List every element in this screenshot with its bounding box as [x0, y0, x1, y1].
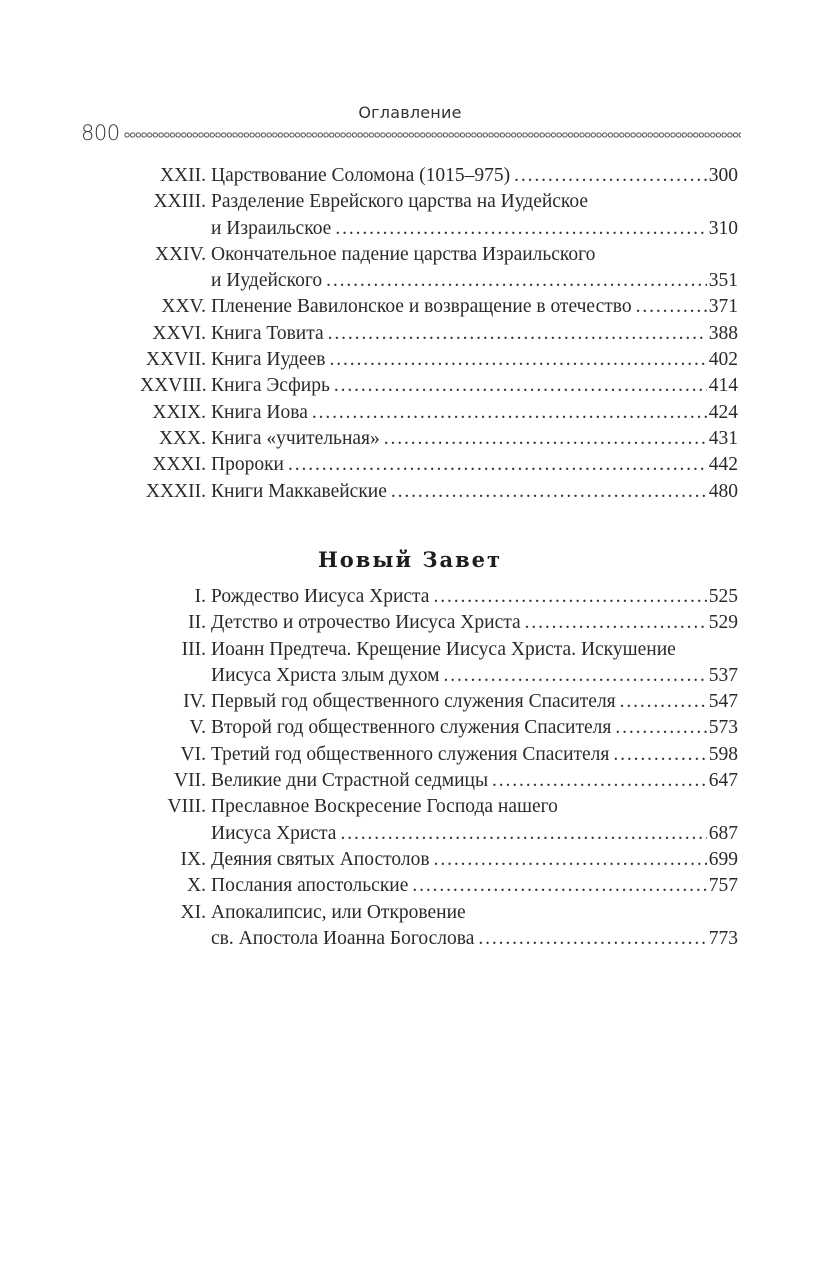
toc-entry[interactable] [140, 163, 738, 189]
dot-leader [288, 452, 707, 478]
chapter-number: III. [181, 638, 206, 660]
toc-entry[interactable] [140, 373, 738, 399]
dot-leader [340, 821, 706, 847]
chapter-number: IX. [180, 848, 206, 870]
chapter-title: и Израильское [211, 217, 332, 239]
chapter-title: Разделение Еврейского царства на Иудейское [211, 191, 589, 213]
toc-entry-line [140, 163, 738, 189]
page-reference: 687 [708, 822, 738, 844]
toc-entry[interactable] [140, 742, 738, 768]
toc-entry[interactable] [140, 610, 738, 636]
chapter-number: XXVI. [152, 322, 206, 344]
dot-leader [391, 479, 707, 505]
chapter-title: Книга Иудеев [211, 349, 326, 371]
chapter-number: XXX. [158, 427, 206, 449]
page-reference: 525 [708, 586, 738, 607]
page-reference: 388 [708, 322, 738, 344]
chapter-title: Преславное Воскресение Господа нашего [211, 796, 558, 818]
toc-entry-line [140, 873, 738, 899]
toc-entry-line [140, 189, 738, 215]
chapter-number: VI. [180, 743, 206, 765]
page-reference: 351 [708, 270, 738, 292]
chapter-title: Окончательное падение царства Израильского [211, 243, 596, 265]
chapter-number: XXVII. [145, 349, 206, 371]
toc-entry-line [140, 268, 738, 294]
chapter-title: Послания апостольские [211, 875, 409, 897]
dot-leader [636, 294, 707, 320]
dot-leader [329, 347, 706, 373]
toc-entry[interactable] [140, 873, 738, 899]
toc-entry-line [140, 479, 738, 505]
page-reference: 699 [708, 848, 738, 870]
dot-leader [478, 926, 706, 952]
page-number: 800 [81, 121, 120, 145]
toc-entry[interactable] [140, 794, 738, 847]
toc-entry[interactable] [140, 768, 738, 794]
chapter-number: XXXI. [152, 454, 206, 476]
toc-entry-line [140, 426, 738, 452]
toc-entry-line [140, 821, 738, 847]
toc-entry-line [140, 715, 738, 741]
chapter-title: Книга «учительная» [211, 427, 380, 449]
chapter-number: X. [187, 875, 206, 897]
toc-entry-line [140, 584, 738, 610]
section-heading-new-testament: Новый Завет [317, 547, 503, 572]
running-head-title: Оглавление [358, 103, 462, 122]
toc-entry-line [140, 216, 738, 242]
chapter-number: V. [189, 717, 206, 739]
toc-entry[interactable] [140, 347, 738, 373]
chapter-title: Первый год общественного служения Спасителя [211, 691, 616, 713]
dot-leader [443, 663, 706, 689]
chapter-title: Третий год общественного служения Спасителя [211, 743, 610, 765]
dot-leader [620, 689, 707, 715]
toc-new-testament [140, 584, 738, 952]
page-reference: 547 [708, 691, 738, 713]
page-reference: 480 [708, 480, 738, 502]
toc-entry-line [140, 242, 738, 268]
toc-entry[interactable] [140, 847, 738, 873]
page-reference: 371 [708, 296, 738, 318]
toc-entry[interactable] [140, 900, 738, 953]
toc-entry[interactable] [140, 479, 738, 505]
toc-entry[interactable] [140, 637, 738, 690]
toc-entry-line [140, 689, 738, 715]
dot-leader [328, 321, 707, 347]
page-reference: 431 [708, 427, 738, 449]
page-reference: 300 [708, 165, 738, 186]
dot-leader [525, 610, 707, 636]
folio-line [81, 121, 741, 145]
page-reference: 414 [708, 375, 738, 397]
chapter-number: XXVIII. [140, 375, 207, 397]
page-reference: 573 [708, 717, 738, 739]
toc-entry[interactable] [140, 426, 738, 452]
chapter-number: XXV. [161, 296, 206, 318]
toc-entry-line [140, 900, 738, 926]
chapter-title: Великие дни Страстной седмицы [211, 770, 489, 792]
chapter-number: I. [194, 586, 206, 607]
toc-entry[interactable] [140, 452, 738, 478]
page-reference: 598 [708, 743, 738, 765]
toc-entry[interactable] [140, 321, 738, 347]
chapter-number: VII. [174, 770, 206, 792]
dot-leader [335, 216, 706, 242]
chapter-number: XXIII. [153, 191, 206, 213]
chapter-title: Царствование Соломона (1015–975) [211, 165, 511, 186]
dot-leader [334, 373, 707, 399]
chapter-number: VIII. [167, 796, 206, 818]
toc-entry[interactable] [140, 294, 738, 320]
circle-row-ornament-icon [124, 131, 741, 139]
chapter-title: Иоанн Предтеча. Крещение Иисуса Христа. Искушение [211, 638, 676, 660]
chapter-title: Книга Иова [211, 401, 308, 423]
toc-entry-line [140, 742, 738, 768]
chapter-title: и Иудейского [211, 270, 323, 292]
chapter-title: св. Апостола Иоанна Богослова [211, 927, 475, 949]
page-reference: 402 [708, 349, 738, 371]
toc-entry-line [140, 847, 738, 873]
chapter-title: Пленение Вавилонское и возвращение в отечество [211, 296, 632, 318]
page-reference: 529 [708, 612, 738, 634]
dot-leader [615, 715, 706, 741]
page-reference: 537 [708, 664, 738, 686]
dot-leader [326, 268, 707, 294]
chapter-title: Деяния святых Апостолов [211, 848, 430, 870]
toc-entry-line [140, 321, 738, 347]
chapter-number: XXIX. [152, 401, 206, 423]
chapter-title: Пророки [211, 454, 284, 476]
chapter-title: Апокалипсис, или Откровение [211, 901, 466, 923]
page-reference: 424 [708, 401, 738, 423]
dot-leader [384, 426, 707, 452]
toc-entry[interactable] [140, 584, 738, 610]
page-reference: 757 [708, 875, 738, 897]
toc-entry-line [140, 452, 738, 478]
toc-entry-line [140, 663, 738, 689]
dot-leader [613, 742, 706, 768]
toc-entry-line [140, 794, 738, 820]
chapter-number: XXXII. [145, 480, 206, 502]
toc-entry[interactable] [140, 689, 738, 715]
chapter-number: IV. [183, 691, 206, 713]
dot-leader [434, 847, 707, 873]
toc-entry[interactable] [140, 715, 738, 741]
page-reference: 310 [708, 217, 738, 239]
chapter-title: Детство и отрочество Иисуса Христа [211, 612, 521, 634]
chapter-title: Иисуса Христа злым духом [211, 664, 440, 686]
dot-leader [514, 163, 707, 189]
toc-entry[interactable] [140, 189, 738, 242]
chapter-title: Иисуса Христа [211, 822, 337, 844]
page-reference: 442 [708, 454, 738, 476]
chapter-title: Рождество Иисуса Христа [211, 586, 430, 607]
toc-entry[interactable] [140, 400, 738, 426]
toc-entry-line [140, 373, 738, 399]
chapter-number: XXII. [159, 165, 206, 186]
toc-entry-line [140, 926, 738, 952]
toc-entry-line [140, 768, 738, 794]
chapter-number: XI. [180, 901, 206, 923]
chapter-number: XXIV. [154, 243, 206, 265]
dot-leader [312, 400, 707, 426]
toc-entry-line [140, 294, 738, 320]
chapter-title: Книга Товита [211, 322, 324, 344]
chapter-title: Второй год общественного служения Спасителя [211, 717, 612, 739]
page-reference: 647 [708, 770, 738, 792]
dot-leader [492, 768, 707, 794]
dot-leader [412, 873, 706, 899]
chapter-title: Книга Эсфирь [211, 375, 330, 397]
toc-old-testament [140, 163, 738, 505]
toc-entry[interactable] [140, 242, 738, 295]
toc-entry-line [140, 400, 738, 426]
toc-entry-line [140, 637, 738, 663]
toc-entry-line [140, 347, 738, 373]
dot-leader [433, 584, 706, 610]
chapter-number: II. [188, 612, 206, 634]
chapter-title: Книги Маккавейские [211, 480, 387, 502]
toc-entry-line [140, 610, 738, 636]
page-reference: 773 [708, 927, 738, 949]
